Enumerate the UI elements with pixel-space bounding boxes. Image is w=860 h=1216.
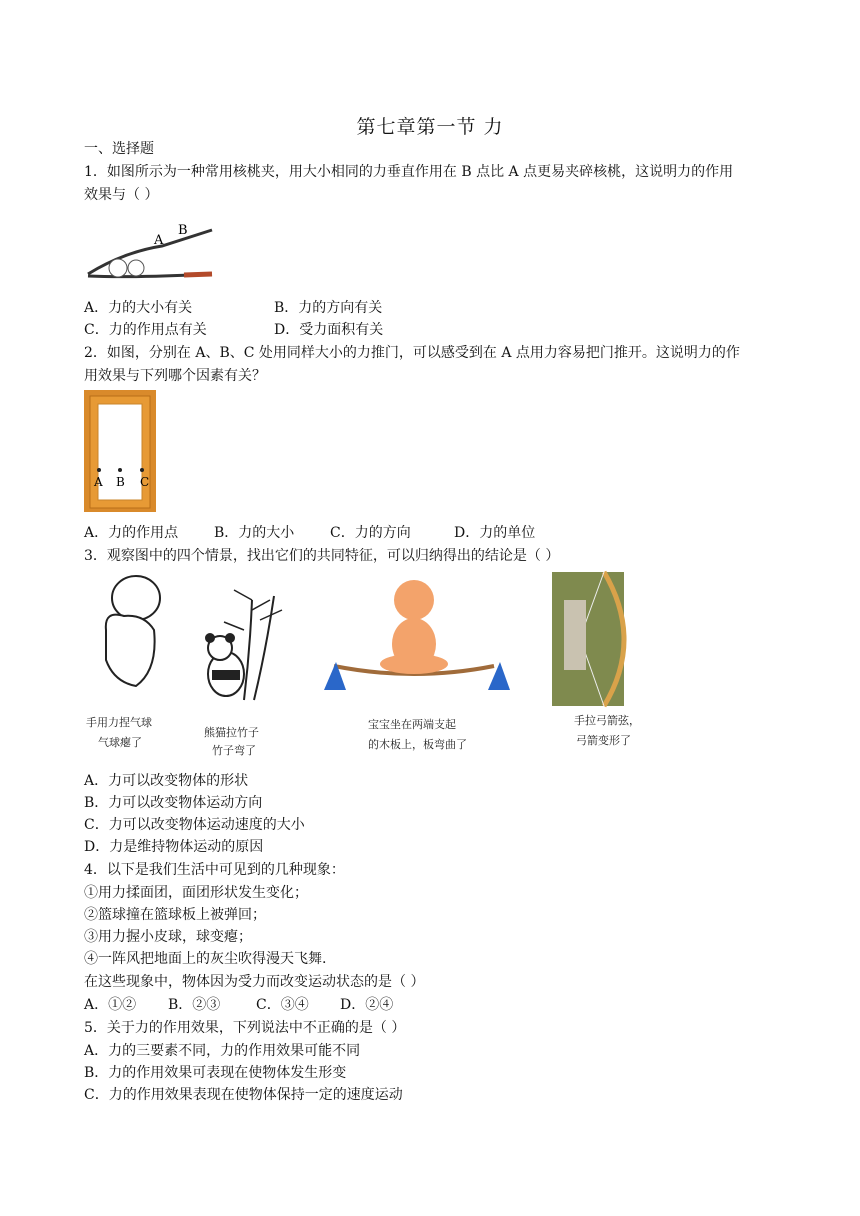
caption-baby-2: 的木板上，板弯曲了 — [368, 738, 467, 751]
q4-option-a: A．①② — [84, 997, 137, 1013]
nutcracker-handle — [184, 274, 212, 275]
nutcracker-upper-arm — [88, 230, 212, 274]
q3-option-a: A．力可以改变物体的形状 — [84, 773, 249, 789]
q2-option-b: B．力的大小 — [214, 525, 295, 541]
caption-balloon-1: 手用力捏气球 — [86, 716, 152, 729]
balloon — [112, 576, 160, 620]
caption-panda-2: 竹子弯了 — [212, 744, 256, 757]
q4-option-c: C．③④ — [256, 997, 309, 1013]
point-dot-b — [118, 468, 122, 472]
q5-option-c: C．力的作用效果表现在使物体保持一定的速度运动 — [84, 1087, 403, 1103]
panda-ear — [205, 633, 215, 643]
q4-stem: 4．以下是我们生活中可见到的几种现象： — [84, 862, 345, 878]
point-dot-a — [97, 468, 101, 472]
q5-stem: 5．关于力的作用效果，下列说法中不正确的是（ ） — [84, 1020, 406, 1036]
q2-stem-line1: 2．如图，分别在 A、B、C 处用同样大小的力推门，可以感受到在 A 点用力容易把门推开。这说明力的作 — [84, 345, 740, 361]
q2-stem-line2: 用效果与下列哪个因素有关？ — [84, 368, 266, 384]
baby-head — [394, 580, 434, 620]
caption-balloon-2: 气球瘪了 — [98, 736, 142, 749]
walnut — [128, 260, 144, 276]
q3-option-b: B．力可以改变物体运动方向 — [84, 795, 263, 811]
q2-option-c: C．力的方向 — [330, 525, 411, 541]
caption-archery-1: 手拉弓箭弦， — [574, 714, 640, 727]
hand — [106, 615, 155, 686]
point-label-b: B — [178, 223, 188, 238]
panda-ear — [225, 633, 235, 643]
q1-option-b: B．力的方向有关 — [274, 300, 383, 316]
archer — [564, 600, 586, 670]
q4-question: 在这些现象中，物体因为受力而改变运动状态的是（ ） — [84, 974, 425, 990]
q1-option-a: A．力的大小有关 — [84, 300, 193, 316]
point-dot-c — [140, 468, 144, 472]
point-label-c: C — [140, 475, 150, 489]
scene-balloon — [86, 576, 160, 749]
q1-option-c: C．力的作用点有关 — [84, 322, 207, 338]
four-scenes-figure — [84, 570, 684, 766]
nutcracker-figure — [84, 212, 216, 288]
q1-option-d: D．受力面积有关 — [274, 322, 384, 338]
q3-option-d: D．力是维持物体运动的原因 — [84, 839, 264, 855]
panda-band — [212, 670, 240, 680]
point-label-a: A — [94, 475, 103, 489]
q2-option-a: A．力的作用点 — [84, 525, 179, 541]
q4-item-3: ③用力握小皮球，球变瘪； — [84, 929, 252, 945]
q3-stem: 3．观察图中的四个情景，找出它们的共同特征，可以归纳得出的结论是（ ） — [84, 548, 560, 564]
q1-stem-line2: 效果与（ ） — [84, 187, 159, 203]
caption-panda-1: 熊猫拉竹子 — [204, 726, 259, 739]
walnut — [109, 259, 127, 277]
caption-archery-2: 弓箭变形了 — [576, 734, 631, 747]
door-figure — [84, 390, 156, 512]
q3-option-c: C．力可以改变物体运动速度的大小 — [84, 817, 305, 833]
caption-baby-1: 宝宝坐在两端支起 — [368, 718, 456, 731]
bamboo — [254, 596, 274, 700]
q4-item-4: ④一阵风把地面上的灰尘吹得漫天飞舞. — [84, 951, 327, 967]
scene-archery — [552, 572, 640, 747]
q1-stem-line1: 1．如图所示为一种常用核桃夹，用大小相同的力垂直作用在 B 点比 A 点更易夹碎核桃，这说明力的作用 — [84, 164, 734, 180]
page-title: 第七章第一节 力 — [356, 116, 504, 138]
baby-legs — [380, 654, 448, 674]
point-label-b: B — [116, 475, 125, 489]
scene-panda — [204, 590, 282, 757]
point-label-a: A — [154, 233, 164, 248]
scene-baby-board — [324, 580, 510, 751]
q2-option-d: D．力的单位 — [454, 525, 536, 541]
q4-option-d: D．②④ — [340, 997, 394, 1013]
q4-item-2: ②篮球撞在篮球板上被弹回； — [84, 907, 266, 923]
q5-option-a: A．力的三要素不同，力的作用效果可能不同 — [84, 1043, 361, 1059]
q4-option-b: B．②③ — [168, 997, 221, 1013]
q4-item-1: ①用力揉面团，面团形状发生变化； — [84, 885, 308, 901]
q5-option-b: B．力的作用效果可表现在使物体发生形变 — [84, 1065, 347, 1081]
section-heading: 一、选择题 — [84, 141, 154, 157]
bamboo — [244, 600, 252, 700]
